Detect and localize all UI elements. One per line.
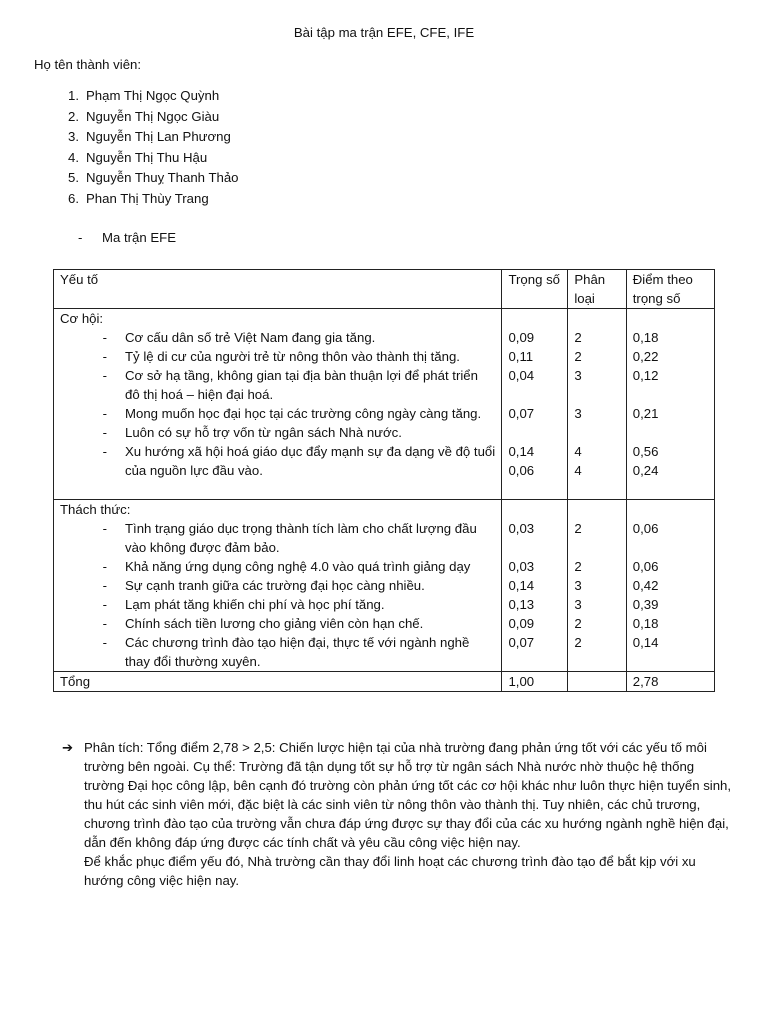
group-name: Thách thức: xyxy=(60,502,131,517)
score-cell xyxy=(626,500,714,672)
item-dash: - xyxy=(102,597,107,612)
weight-value: 0,13 xyxy=(508,597,535,612)
rating-value: 2 xyxy=(574,521,582,536)
item-dash: - xyxy=(102,349,107,364)
document-title: Bài tập ma trận EFE, CFE, IFE xyxy=(293,25,475,40)
rating-value: 2 xyxy=(574,635,582,650)
weight-value: 0,11 xyxy=(508,349,534,364)
item-dash: - xyxy=(102,616,107,631)
member-name: Nguyễn Thị Lan Phương xyxy=(86,129,231,145)
factor-cell xyxy=(54,309,502,500)
item-dash: - xyxy=(102,330,107,345)
list-item xyxy=(60,442,495,480)
item-text: Cơ cấu dân số trẻ Việt Nam đang gia tăng. xyxy=(125,330,376,345)
table-row-threats xyxy=(54,500,715,672)
total-label: Tổng xyxy=(54,672,502,692)
weight-value: 0,03 xyxy=(508,559,535,574)
table-header-row xyxy=(54,270,715,309)
section-label: Ma trận EFE xyxy=(102,230,177,245)
item-text: Lạm phát tăng khiến chi phí và học phí tăng. xyxy=(125,597,385,612)
member-item xyxy=(52,86,239,107)
weight-value: 0,09 xyxy=(508,616,535,631)
member-item xyxy=(52,127,239,148)
score-value: 0,39 xyxy=(632,597,659,612)
list-item xyxy=(60,423,495,442)
member-name: Phạm Thị Ngọc Quỳnh xyxy=(86,88,220,103)
item-dash: - xyxy=(102,578,107,593)
list-item xyxy=(60,347,495,366)
member-item xyxy=(52,148,239,169)
item-text: Tỷ lệ di cư của người trẻ từ nông thôn vào thành thị tăng. xyxy=(125,349,460,364)
score-value: 0,14 xyxy=(632,635,659,650)
item-dash: - xyxy=(102,521,107,536)
score-value: 0,22 xyxy=(632,349,659,364)
item-dash: - xyxy=(102,368,107,383)
rating-value: 3 xyxy=(574,578,582,593)
weight-value: 0,03 xyxy=(508,521,535,536)
weight-cell xyxy=(502,500,568,672)
item-dash: - xyxy=(102,444,107,459)
item-dash: - xyxy=(102,635,107,650)
analysis-paragraph: Để khắc phục điểm yếu đó, Nhà trường cần thay đổi linh hoạt các chương trình đào tạo để bắt kịp với xu hướng công việc hiện nay. xyxy=(84,854,696,888)
members-list xyxy=(52,86,239,210)
rating-value: 3 xyxy=(574,597,582,612)
header-rating: Phân loại xyxy=(568,270,626,309)
item-text: Xu hướng xã hội hoá giáo dục đẩy mạnh sự đa dạng về độ tuổi của nguồn lực đầu vào. xyxy=(125,444,496,478)
member-number: 4. xyxy=(68,149,79,165)
group-name: Cơ hội: xyxy=(60,311,104,326)
score-value: 0,06 xyxy=(632,521,659,536)
total-weight: 1,00 xyxy=(502,672,568,692)
member-item xyxy=(52,107,239,128)
weight-value: 0,04 xyxy=(508,368,535,383)
list-item xyxy=(60,328,495,347)
weight-value: 0,06 xyxy=(508,463,535,478)
item-dash: - xyxy=(102,559,107,574)
rating-value: 2 xyxy=(574,559,582,574)
weight-value: 0,14 xyxy=(508,444,535,459)
analysis-paragraph: Phân tích: Tổng điểm 2,78 > 2,5: Chiến lược hiện tại của nhà trường đang phản ứng tốt với các yếu tố môi trường bên ngoài. Cụ thể: Trường đã tận dụng tốt sự hỗ trợ từ ngân sách Nhà nước nhờ thuộc hệ thống trường Đại học công lập, bên cạnh đó trường còn phản ứng tốt các cơ hội khác như luôn thực hiện tuyển sinh, thu hút các sinh viên mới, đặc biệt là các sinh viên từ nông thôn vào thành thị. Tuy nhiên, các chủ trương, chương trình đào tạo của trường vẫn chưa đáp ứng được sự thay đổi của các xu hướng ngành nghề hiện đại, dẫn đến không đáp ứng được các tính chất và yêu cầu công việc hiện nay. xyxy=(84,740,732,850)
weight-value: 0,07 xyxy=(508,635,535,650)
score-value: 0,21 xyxy=(632,406,659,421)
list-item xyxy=(60,366,495,404)
member-number: 1. xyxy=(68,88,79,103)
score-value: 0,06 xyxy=(632,559,659,574)
member-number: 6. xyxy=(68,190,79,206)
total-rating xyxy=(568,672,626,692)
section-heading xyxy=(78,228,176,247)
score-value: 0,18 xyxy=(632,330,659,345)
rating-value: 2 xyxy=(574,616,582,631)
list-item xyxy=(60,404,495,423)
item-dash: - xyxy=(102,406,107,421)
member-name: Nguyễn Thuỵ Thanh Thảo xyxy=(86,170,239,186)
item-dash: - xyxy=(102,425,107,440)
total-score: 2,78 xyxy=(626,672,714,692)
list-item xyxy=(60,576,495,595)
section-dash: - xyxy=(78,230,83,245)
arrow-icon: ➔ xyxy=(62,740,74,755)
weight-cell xyxy=(502,309,568,500)
factor-cell xyxy=(54,500,502,672)
member-number: 3. xyxy=(68,129,79,145)
members-label: Họ tên thành viên: xyxy=(34,57,142,72)
member-item xyxy=(52,189,239,210)
item-text: Luôn có sự hỗ trợ vốn từ ngân sách Nhà nước. xyxy=(125,425,402,440)
weight-value: 0,09 xyxy=(508,330,535,345)
rating-value: 2 xyxy=(574,349,582,364)
score-value: 0,42 xyxy=(632,578,659,593)
efe-matrix-table xyxy=(53,269,715,692)
item-text: Các chương trình đào tạo hiện đại, thực tế với ngành nghề thay đổi thường xuyên. xyxy=(125,635,470,669)
member-name: Nguyễn Thị Ngọc Giàu xyxy=(86,108,220,124)
member-name: Phan Thị Thùy Trang xyxy=(86,190,209,206)
item-text: Tình trạng giáo dục trọng thành tích làm cho chất lượng đầu vào không được đảm bảo. xyxy=(125,521,477,555)
item-text: Sự cạnh tranh giữa các trường đại học càng nhiều. xyxy=(125,578,425,593)
rating-value: 2 xyxy=(574,330,582,345)
score-value: 0,18 xyxy=(632,616,659,631)
rating-value: 4 xyxy=(574,463,582,478)
header-factor: Yếu tố xyxy=(54,270,502,309)
weight-value: 0,07 xyxy=(508,406,535,421)
list-item xyxy=(60,595,495,614)
member-number: 2. xyxy=(68,108,79,124)
item-text: Chính sách tiền lương cho giảng viên còn hạn chế. xyxy=(125,616,424,631)
weight-value: 0,14 xyxy=(508,578,535,593)
list-item xyxy=(60,614,495,633)
item-text: Khả năng ứng dụng công nghệ 4.0 vào quá trình giảng dạy xyxy=(125,559,471,574)
score-value: 0,24 xyxy=(632,463,659,478)
member-item xyxy=(52,168,239,189)
rating-value: 3 xyxy=(574,368,582,383)
header-weighted-score: Điểm theo trọng số xyxy=(626,270,714,309)
score-cell xyxy=(626,309,714,500)
table-total-row xyxy=(54,672,715,692)
item-text: Mong muốn học đại học tại các trường công ngày càng tăng. xyxy=(125,406,482,421)
score-value: 0,56 xyxy=(632,444,659,459)
rating-cell xyxy=(568,309,626,500)
list-item xyxy=(60,633,495,671)
list-item xyxy=(60,519,495,557)
analysis-block xyxy=(62,738,732,890)
item-text: Cơ sở hạ tầng, không gian tại địa bàn thuận lợi để phát triển đô thị hoá – hiện đại hoá. xyxy=(125,368,478,402)
table-row-opportunities xyxy=(54,309,715,500)
rating-cell xyxy=(568,500,626,672)
member-number: 5. xyxy=(68,170,79,186)
rating-value: 3 xyxy=(574,406,582,421)
score-value: 0,12 xyxy=(632,368,659,383)
rating-value: 4 xyxy=(574,444,582,459)
header-weight: Trọng số xyxy=(502,270,568,309)
member-name: Nguyễn Thị Thu Hậu xyxy=(86,149,208,165)
list-item xyxy=(60,557,495,576)
